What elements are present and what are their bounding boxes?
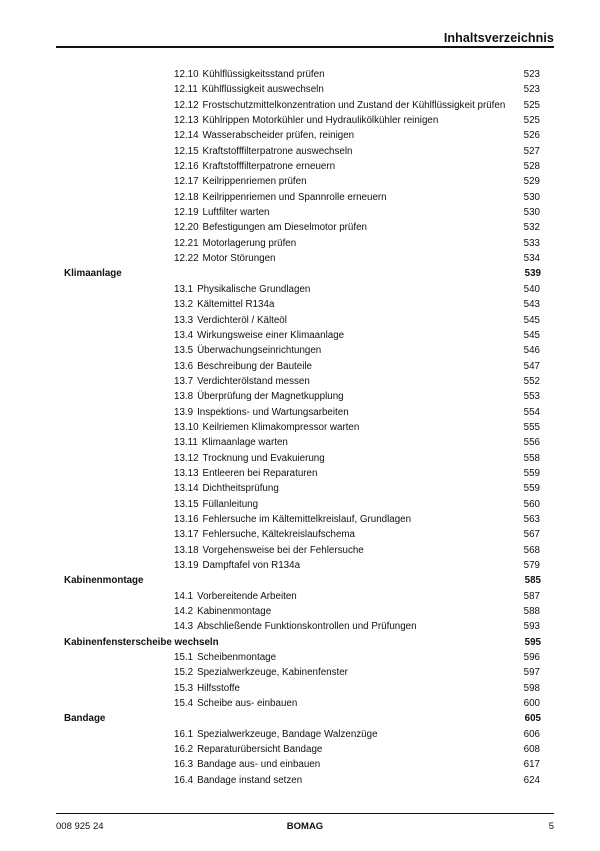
toc-entry-row[interactable] (0, 220, 600, 235)
toc-page-number: 539 (524, 268, 541, 280)
toc-entry-title: Bandage aus- und einbauen (197, 759, 321, 771)
toc-page-number: 554 (523, 406, 540, 418)
toc-entry-row[interactable] (0, 527, 600, 542)
toc-section-number: 12.14 (174, 130, 199, 142)
toc-section-number: 12.18 (174, 191, 199, 203)
toc-section-number: 13.19 (174, 560, 199, 571)
toc-entry-row[interactable] (0, 619, 600, 634)
page-header (56, 30, 554, 48)
toc-section-number: 13.6 (174, 360, 194, 372)
toc-page-number: 523 (523, 84, 540, 96)
toc-entry-row[interactable] (0, 374, 600, 389)
toc-entry-title: Kabinenmontage (197, 606, 272, 618)
toc-page-number: 596 (523, 652, 540, 664)
toc-section-number: 15.3 (174, 682, 194, 694)
toc-page-number: 530 (523, 191, 540, 203)
toc-page-number: 532 (523, 222, 540, 234)
toc-entry-row[interactable] (0, 313, 600, 328)
toc-page-number: 598 (523, 682, 540, 694)
toc-entry-row[interactable] (0, 757, 600, 772)
toc-section-number: 12.11 (174, 84, 198, 96)
toc-page-number: 568 (523, 544, 540, 556)
toc-section-number: 13.3 (174, 314, 194, 326)
toc-entry-title: Überwachungseinrichtungen (197, 345, 322, 357)
toc-page-number: 540 (523, 283, 540, 295)
toc-entry-title: Keilrippenriemen prüfen (202, 176, 307, 188)
toc-entry-title: Hilfsstoffe (197, 682, 240, 694)
toc-entry-title: Fehlersuche, Kältekreislaufschema (202, 529, 356, 541)
toc-page-number: 530 (523, 207, 540, 219)
toc-section-number: 16.2 (174, 744, 194, 756)
toc-page-number: 624 (523, 774, 540, 786)
toc-chapter-title: Kabinenmontage (64, 575, 144, 587)
toc-page-number: 526 (523, 130, 540, 142)
toc-section-number: 13.18 (174, 544, 199, 556)
toc-entry-title: Verdichterölstand messen (197, 375, 310, 387)
toc-section-number: 13.11 (174, 437, 198, 449)
toc-entry-row[interactable] (0, 190, 600, 205)
toc-chapter-row[interactable] (0, 573, 600, 588)
toc-section-number: 13.12 (174, 452, 199, 464)
page-footer (56, 813, 554, 834)
toc-chapter-row[interactable] (0, 266, 600, 281)
table-of-contents (0, 67, 600, 788)
toc-section-number: 12.16 (174, 161, 199, 173)
toc-entry-row[interactable] (0, 681, 600, 696)
page-title: Inhaltsverzeichnis (443, 31, 554, 45)
toc-entry-row[interactable] (0, 297, 600, 312)
toc-page-number: 563 (523, 513, 540, 525)
toc-page-number: 567 (523, 529, 540, 541)
toc-entry-row[interactable] (0, 282, 600, 297)
toc-page-number: 533 (523, 237, 540, 249)
toc-entry-row[interactable] (0, 144, 600, 159)
toc-page-number: 552 (523, 375, 540, 387)
toc-page-number: 558 (523, 452, 540, 464)
toc-section-number: 12.21 (174, 237, 199, 249)
toc-page-number: 559 (523, 483, 540, 495)
toc-entry-title: Spezialwerkzeuge, Kabinenfenster (197, 667, 348, 679)
toc-entry-title: Beschreibung der Bauteile (197, 360, 312, 372)
toc-entry-title: Klimaanlage warten (201, 437, 288, 449)
toc-entry-row[interactable] (0, 420, 600, 435)
toc-entry-title: Reparaturübersicht Bandage (197, 744, 323, 756)
toc-page-number: 597 (523, 667, 540, 679)
toc-entry-title: Fehlersuche im Kältemittelkreislauf, Grundlagen (202, 513, 412, 525)
toc-entry-row[interactable] (0, 558, 600, 573)
toc-section-number: 12.12 (174, 99, 199, 111)
toc-page-number: 605 (524, 713, 541, 725)
toc-entry-title: Kraftstofffilterpatrone auswechseln (202, 145, 353, 157)
toc-entry-row[interactable] (0, 665, 600, 680)
toc-entry-row[interactable] (0, 67, 600, 82)
toc-entry-title: Befestigungen am Dieselmotor prüfen (202, 222, 367, 234)
toc-entry-title: Vorgehensweise bei der Fehlersuche (202, 544, 364, 556)
toc-page-number: 529 (523, 176, 540, 188)
toc-entry-title: Kühlflüssigkeitsstand prüfen (202, 69, 325, 80)
toc-section-number: 12.22 (174, 253, 199, 265)
toc-page-number: 579 (523, 560, 540, 571)
toc-page-number: 556 (523, 437, 540, 449)
toc-entry-title: Scheibe aus- einbauen (197, 698, 298, 710)
toc-entry-title: Luftfilter warten (202, 207, 270, 219)
toc-entry-title: Entleeren bei Reparaturen (202, 467, 318, 479)
toc-section-number: 12.13 (174, 115, 199, 127)
toc-entry-title: Abschließende Funktionskontrollen und Prüfungen (197, 621, 417, 633)
toc-entry-row[interactable] (0, 328, 600, 343)
toc-entry-title: Wirkungsweise einer Klimaanlage (197, 329, 345, 341)
toc-entry-title: Keilriemen Klimakompressor warten (202, 421, 360, 433)
toc-chapter-title: Kabinenfensterscheibe wechseln (64, 636, 219, 648)
toc-entry-title: Physikalische Grundlagen (197, 283, 311, 295)
toc-page-number: 534 (523, 253, 540, 265)
toc-section-number: 13.2 (174, 299, 194, 311)
toc-section-number: 13.4 (174, 329, 194, 341)
toc-section-number: 16.1 (174, 728, 194, 740)
toc-entry-row[interactable] (0, 497, 600, 512)
toc-entry-title: Verdichteröl / Kälteöl (197, 314, 287, 326)
toc-page-number: 527 (523, 145, 540, 157)
toc-page-number: 523 (523, 69, 540, 80)
toc-section-number: 16.3 (174, 759, 194, 771)
toc-entry-row[interactable] (0, 650, 600, 665)
toc-section-number: 15.1 (174, 652, 194, 664)
toc-entry-row[interactable] (0, 589, 600, 604)
toc-section-number: 13.7 (174, 375, 194, 387)
toc-page-number: 525 (523, 99, 540, 111)
toc-page-number: 559 (523, 467, 540, 479)
toc-entry-title: Inspektions- und Wartungsarbeiten (197, 406, 349, 418)
toc-entry-row[interactable] (0, 98, 600, 113)
toc-entry-title: Kühlflüssigkeit auswechseln (201, 84, 324, 96)
toc-entry-row[interactable] (0, 159, 600, 174)
toc-section-number: 13.10 (174, 421, 199, 433)
toc-entry-title: Füllanleitung (202, 498, 259, 510)
toc-page-number: 545 (523, 314, 540, 326)
toc-entry-row[interactable] (0, 236, 600, 251)
toc-section-number: 13.1 (174, 283, 194, 295)
toc-entry-title: Spezialwerkzeuge, Bandage Walzenzüge (197, 728, 378, 740)
toc-page-number: 553 (523, 391, 540, 403)
toc-entry-title: Keilrippenriemen und Spannrolle erneuern (202, 191, 387, 203)
toc-section-number: 13.9 (174, 406, 194, 418)
toc-page-number: 600 (523, 698, 540, 710)
toc-entry-title: Wasserabscheider prüfen, reinigen (202, 130, 355, 142)
toc-section-number: 13.8 (174, 391, 194, 403)
toc-entry-title: Überprüfung der Magnetkupplung (197, 391, 344, 403)
toc-chapter-title: Klimaanlage (64, 268, 122, 280)
toc-chapter-title: Bandage (64, 713, 106, 725)
toc-entry-title: Dampftafel von R134a (202, 560, 301, 571)
toc-entry-row[interactable] (0, 481, 600, 496)
toc-page-number: 593 (523, 621, 540, 633)
document-number: 008 925 24 (56, 821, 104, 832)
toc-entry-title: Motor Störungen (202, 253, 276, 265)
toc-entry-row[interactable] (0, 405, 600, 420)
toc-page-number: 617 (523, 759, 540, 771)
toc-page-number: 587 (523, 590, 540, 602)
toc-entry-title: Trocknung und Evakuierung (202, 452, 325, 464)
toc-entry-title: Kältemittel R134a (197, 299, 275, 311)
toc-entry-title: Motorlagerung prüfen (202, 237, 297, 249)
toc-section-number: 12.19 (174, 207, 199, 219)
toc-entry-row[interactable] (0, 359, 600, 374)
toc-section-number: 14.3 (174, 621, 194, 633)
toc-page-number: 606 (523, 728, 540, 740)
toc-page-number: 588 (523, 606, 540, 618)
toc-entry-title: Kraftstofffilterpatrone erneuern (202, 161, 336, 173)
toc-section-number: 13.5 (174, 345, 194, 357)
toc-section-number: 13.15 (174, 498, 199, 510)
toc-entry-title: Bandage instand setzen (197, 774, 303, 786)
toc-entry-row[interactable] (0, 82, 600, 97)
toc-entry-row[interactable] (0, 466, 600, 481)
page-number: 5 (548, 821, 554, 832)
toc-entry-row[interactable] (0, 343, 600, 358)
toc-page-number: 595 (524, 636, 541, 648)
toc-section-number: 13.16 (174, 513, 199, 525)
toc-entry-title: Dichtheitsprüfung (202, 483, 279, 495)
toc-entry-row[interactable] (0, 128, 600, 143)
toc-page-number: 585 (524, 575, 541, 587)
toc-page-number: 546 (523, 345, 540, 357)
toc-entry-row[interactable] (0, 512, 600, 527)
toc-section-number: 14.2 (174, 606, 194, 618)
toc-entry-title: Scheibenmontage (197, 652, 277, 664)
toc-section-number: 13.17 (174, 529, 199, 541)
toc-section-number: 14.1 (174, 590, 194, 602)
toc-page-number: 547 (523, 360, 540, 372)
toc-entry-title: Kühlrippen Motorkühler und Hydraulikölkühler reinigen (202, 115, 439, 127)
toc-section-number: 16.4 (174, 774, 194, 786)
toc-chapter-row[interactable] (0, 635, 600, 650)
toc-section-number: 15.4 (174, 698, 194, 710)
brand-name: BOMAG (286, 821, 324, 832)
toc-page-number: 525 (523, 115, 540, 127)
toc-entry-row[interactable] (0, 727, 600, 742)
toc-entry-row[interactable] (0, 174, 600, 189)
toc-entry-row[interactable] (0, 604, 600, 619)
toc-entry-title: Vorbereitende Arbeiten (197, 590, 297, 602)
toc-entry-row[interactable] (0, 389, 600, 404)
toc-section-number: 12.15 (174, 145, 199, 157)
toc-entry-row[interactable] (0, 543, 600, 558)
toc-page-number: 528 (523, 161, 540, 173)
toc-section-number: 13.13 (174, 467, 199, 479)
toc-section-number: 12.17 (174, 176, 199, 188)
toc-page-number: 608 (523, 744, 540, 756)
toc-entry-row[interactable] (0, 742, 600, 757)
toc-entry-row[interactable] (0, 451, 600, 466)
toc-entry-row[interactable] (0, 113, 600, 128)
toc-section-number: 13.14 (174, 483, 199, 495)
toc-entry-title: Frostschutzmittelkonzentration und Zustand der Kühlflüssigkeit prüfen (202, 99, 506, 111)
toc-entry-row[interactable] (0, 696, 600, 711)
toc-section-number: 15.2 (174, 667, 194, 679)
toc-entry-row[interactable] (0, 773, 600, 788)
toc-entry-row[interactable] (0, 435, 600, 450)
toc-page-number: 543 (523, 299, 540, 311)
toc-section-number: 12.10 (174, 69, 199, 80)
toc-page-number: 545 (523, 329, 540, 341)
toc-page-number: 555 (523, 421, 540, 433)
toc-entry-row[interactable] (0, 251, 600, 266)
toc-chapter-row[interactable] (0, 711, 600, 726)
toc-entry-row[interactable] (0, 205, 600, 220)
toc-page-number: 560 (523, 498, 540, 510)
toc-section-number: 12.20 (174, 222, 199, 234)
